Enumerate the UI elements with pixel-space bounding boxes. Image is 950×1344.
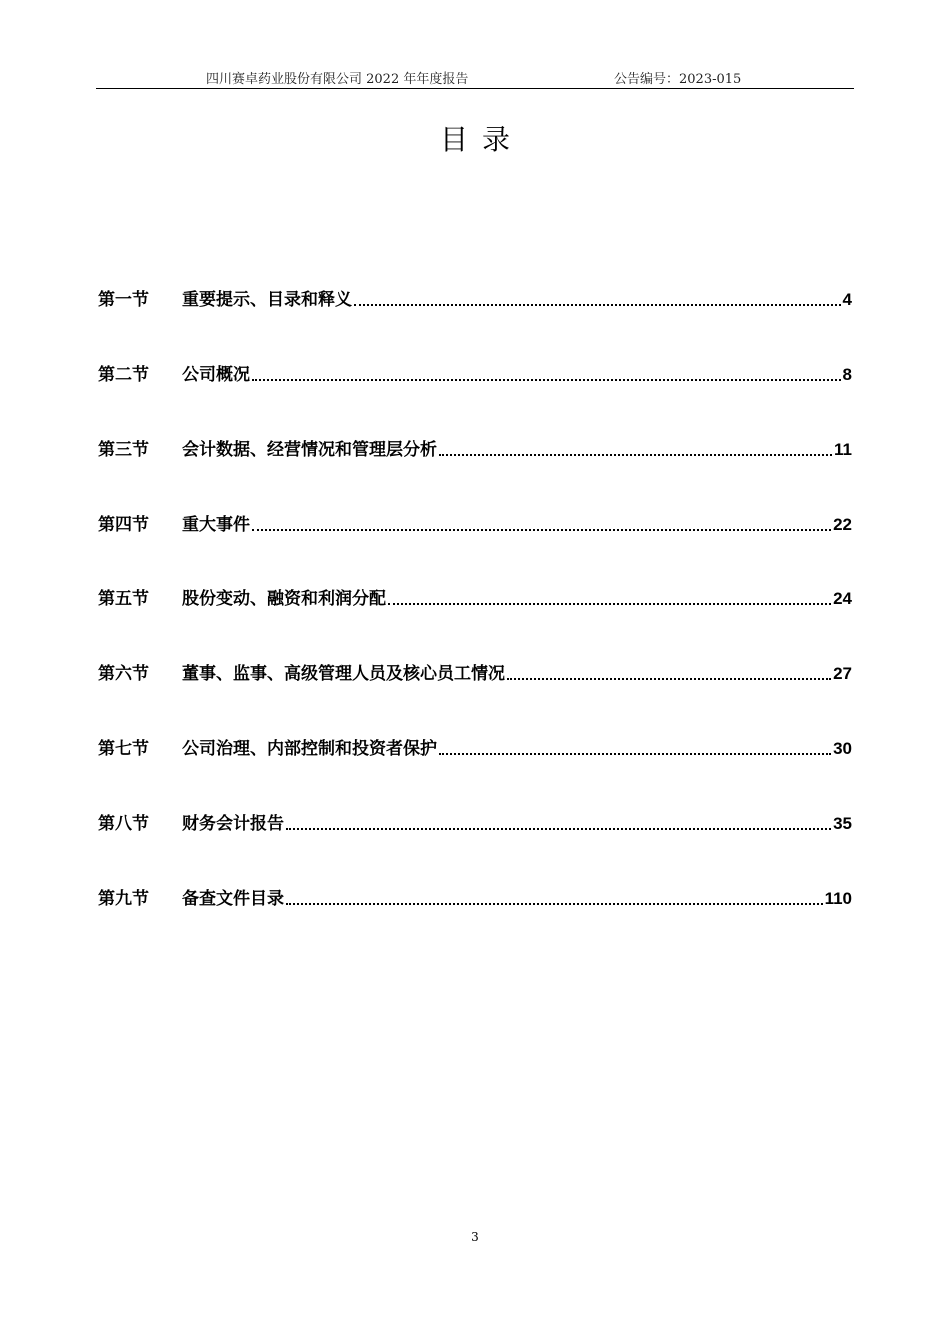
- toc-section-title: 重要提示、目录和释义: [182, 289, 352, 310]
- toc-section-title: 重大事件: [182, 514, 250, 535]
- table-of-contents: [98, 288, 852, 962]
- toc-dot-leader: [439, 753, 831, 755]
- toc-dot-leader: [286, 828, 831, 830]
- toc-page-number: 4: [842, 289, 852, 309]
- toc-page-number: 27: [833, 664, 852, 684]
- toc-section-number: 第二节: [98, 364, 149, 385]
- toc-page-number: 30: [833, 739, 852, 759]
- toc-entry-8[interactable]: [98, 812, 852, 887]
- toc-section-number: 第八节: [98, 814, 149, 835]
- toc-page-number: 8: [842, 364, 852, 384]
- toc-dot-leader: [252, 379, 841, 381]
- toc-section-number: 第七节: [98, 739, 149, 760]
- toc-section-number: 第五节: [98, 589, 149, 610]
- toc-dot-leader: [252, 529, 831, 531]
- toc-dot-leader: [286, 903, 823, 905]
- toc-section-title: 董事、监事、高级管理人员及核心员工情况: [182, 664, 505, 685]
- announcement-number: 公告编号：2023-015: [614, 72, 742, 87]
- toc-entry-7[interactable]: [98, 737, 852, 812]
- toc-dot-leader: [439, 454, 832, 456]
- page-title: 目录: [439, 123, 524, 156]
- toc-section-title: 会计数据、经营情况和管理层分析: [182, 439, 437, 460]
- toc-section-title: 股份变动、融资和利润分配: [182, 589, 386, 610]
- toc-entry-4[interactable]: [98, 513, 852, 588]
- toc-entry-1[interactable]: [98, 288, 852, 363]
- toc-section-number: 第四节: [98, 514, 149, 535]
- toc-section-title: 公司治理、内部控制和投资者保护: [182, 739, 437, 760]
- toc-dot-leader: [354, 304, 841, 306]
- toc-section-title: 备查文件目录: [182, 889, 284, 910]
- toc-entry-5[interactable]: [98, 588, 852, 663]
- toc-section-title: 公司概况: [182, 364, 250, 385]
- toc-entry-2[interactable]: [98, 363, 852, 438]
- toc-entry-3[interactable]: [98, 438, 852, 513]
- toc-entry-9[interactable]: [98, 887, 852, 962]
- toc-section-number: 第六节: [98, 664, 149, 685]
- toc-page-number: 22: [833, 514, 852, 534]
- page-number: 3: [471, 1230, 479, 1244]
- toc-section-number: 第一节: [98, 289, 149, 310]
- toc-entry-6[interactable]: [98, 662, 852, 737]
- toc-page-number: 11: [834, 439, 852, 459]
- toc-section-number: 第三节: [98, 439, 149, 460]
- page-header: [96, 66, 854, 89]
- toc-dot-leader: [388, 603, 831, 605]
- report-title: 四川赛卓药业股份有限公司 2022 年年度报告: [206, 72, 469, 87]
- toc-page-number: 35: [833, 814, 852, 834]
- toc-section-title: 财务会计报告: [182, 814, 284, 835]
- toc-page-number: 110: [824, 889, 852, 909]
- toc-section-number: 第九节: [98, 889, 149, 910]
- toc-page-number: 24: [833, 589, 852, 609]
- toc-dot-leader: [507, 678, 831, 680]
